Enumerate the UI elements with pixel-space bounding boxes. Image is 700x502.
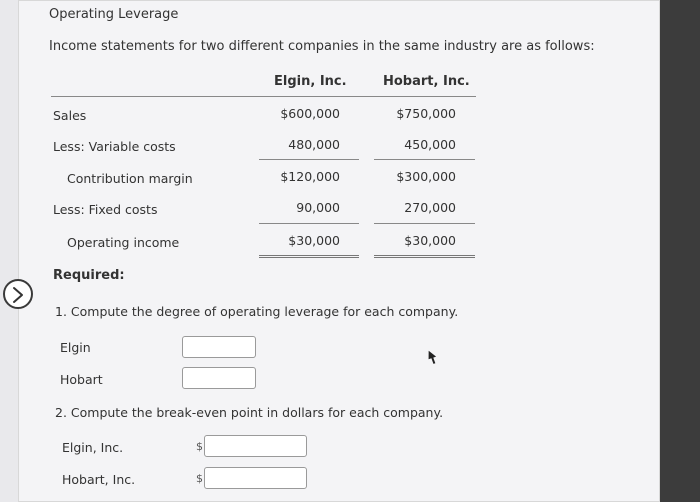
- question-1-text: 1. Compute the degree of operating leverage for each company.: [55, 304, 459, 319]
- q2-elgin-currency: $: [196, 440, 203, 453]
- q2-hobart-label: Hobart, Inc.: [62, 472, 136, 487]
- q1-elgin-label: Elgin: [60, 340, 91, 355]
- chevron-right-icon: [11, 286, 25, 304]
- row-label-sales: Sales: [53, 108, 87, 123]
- cell-elgin-operating-income: $30,000: [288, 233, 340, 248]
- subtotal-rule-hobart: [374, 159, 475, 160]
- cell-hobart-operating-income: $30,000: [404, 233, 456, 248]
- cell-elgin-variable-costs: 480,000: [288, 137, 340, 152]
- total-rule-hobart: [374, 223, 475, 224]
- left-margin: [0, 0, 18, 502]
- column-header-elgin: Elgin, Inc.: [274, 74, 347, 89]
- q1-hobart-input[interactable]: [182, 367, 256, 389]
- cell-hobart-contribution-margin: $300,000: [396, 169, 456, 184]
- row-label-operating-income: Operating income: [67, 235, 180, 250]
- background-edge: [660, 0, 700, 502]
- required-heading: Required:: [53, 268, 125, 283]
- q2-elgin-label: Elgin, Inc.: [62, 440, 124, 455]
- cell-hobart-variable-costs: 450,000: [404, 137, 456, 152]
- subtotal-rule-elgin: [259, 159, 359, 160]
- row-label-contribution-margin: Contribution margin: [67, 171, 193, 186]
- column-header-hobart: Hobart, Inc.: [383, 74, 470, 89]
- header-rule: [51, 96, 476, 97]
- cell-elgin-fixed-costs: 90,000: [296, 200, 340, 215]
- total-rule-elgin: [259, 223, 359, 224]
- q1-hobart-label: Hobart: [60, 372, 103, 387]
- double-rule-hobart: [374, 255, 475, 258]
- row-label-fixed-costs: Less: Fixed costs: [53, 202, 158, 217]
- cell-hobart-sales: $750,000: [396, 106, 456, 121]
- q2-hobart-currency: $: [196, 472, 203, 485]
- page-title: Operating Leverage: [49, 7, 179, 22]
- question-sheet: [18, 0, 660, 502]
- cell-elgin-contribution-margin: $120,000: [280, 169, 340, 184]
- double-rule-elgin: [259, 255, 359, 258]
- expand-button[interactable]: [3, 279, 33, 309]
- mouse-cursor-icon: [427, 350, 439, 366]
- intro-text: Income statements for two different companies in the same industry are as follows:: [49, 39, 595, 54]
- q2-elgin-input[interactable]: [204, 435, 307, 457]
- cell-hobart-fixed-costs: 270,000: [404, 200, 456, 215]
- q1-elgin-input[interactable]: [182, 336, 256, 358]
- question-2-text: 2. Compute the break-even point in dollars for each company.: [55, 405, 444, 420]
- row-label-variable-costs: Less: Variable costs: [53, 139, 176, 154]
- cell-elgin-sales: $600,000: [280, 106, 340, 121]
- q2-hobart-input[interactable]: [204, 467, 307, 489]
